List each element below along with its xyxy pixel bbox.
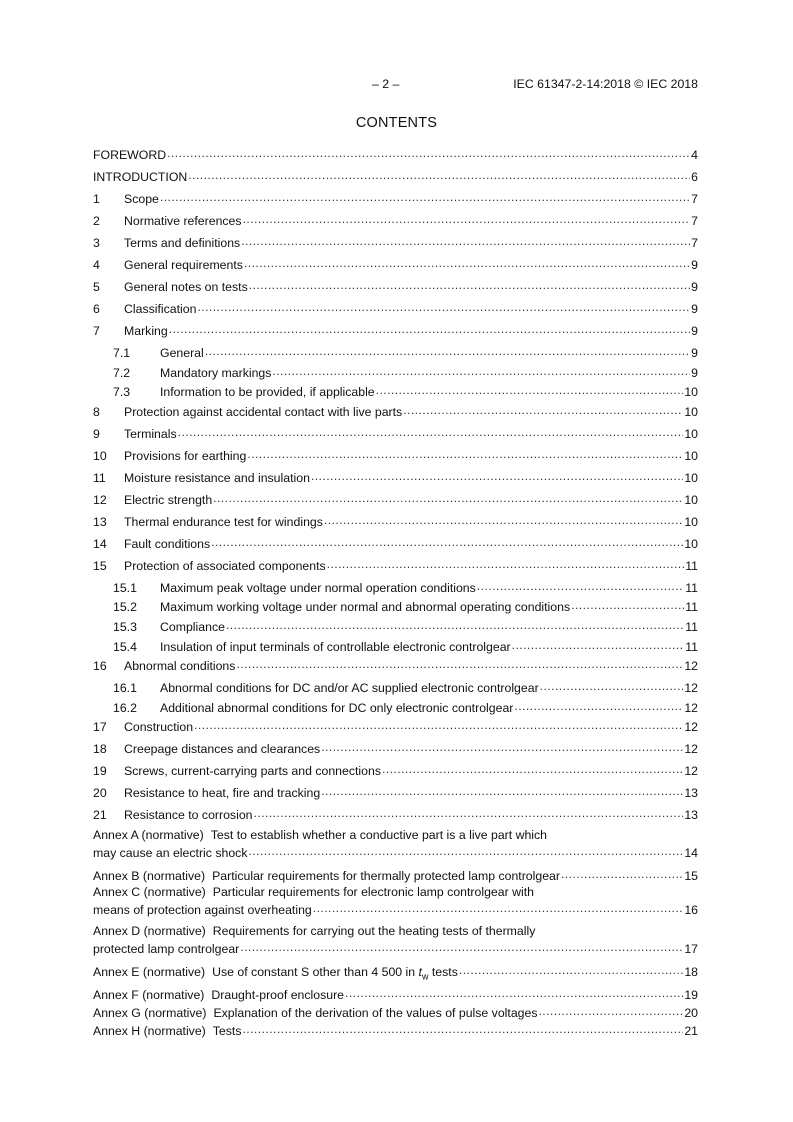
toc-entry-page: 15 — [684, 869, 698, 884]
toc-entry-title: Resistance to corrosion — [124, 808, 253, 823]
dot-leader — [194, 717, 683, 731]
toc-entry-number: 8 — [93, 404, 100, 419]
toc-entry-page: 7 — [691, 214, 698, 228]
toc-entry-page: 9 — [691, 346, 698, 360]
toc-entry[interactable] — [93, 761, 698, 783]
toc-annex-entry[interactable] — [93, 1003, 698, 1021]
annex-label: Annex B (normative) — [93, 869, 206, 884]
toc-entry-page: 12 — [684, 659, 698, 674]
toc-entry-page: 9 — [691, 365, 698, 380]
dot-leader — [244, 255, 690, 269]
toc-entry-page: 10 — [684, 470, 698, 485]
toc-entry[interactable] — [93, 783, 698, 805]
dot-leader — [540, 678, 684, 692]
toc-entry-number: 21 — [93, 808, 107, 823]
toc-entry-title: Normative references — [124, 214, 242, 228]
toc-entry[interactable] — [93, 211, 698, 233]
toc-entry-number: 7 — [93, 324, 100, 338]
annex-title: Draught-proof enclosure — [211, 987, 345, 1002]
annex-title-tail: tests — [431, 965, 458, 980]
toc-entry-number: 15.1 — [113, 580, 137, 595]
toc-entry-page: 16 — [684, 903, 698, 918]
dot-leader — [538, 1003, 683, 1017]
annex-title-line — [93, 827, 698, 843]
toc-entry[interactable] — [93, 363, 698, 383]
toc-entry-title: FOREWORD — [93, 148, 167, 162]
toc-entry-title: Thermal endurance test for windings — [124, 514, 323, 529]
dot-leader — [213, 490, 683, 504]
dot-leader — [226, 617, 684, 631]
toc-annex-entry[interactable] — [93, 985, 698, 1003]
toc-entry[interactable] — [93, 299, 698, 321]
toc-entry-number: 16.1 — [113, 681, 137, 696]
annex-title: Requirements for carrying out the heating tests of thermally — [212, 924, 536, 939]
annex-title-continuation — [93, 939, 698, 957]
annex-title-line — [93, 987, 344, 1003]
toc-entry[interactable] — [93, 382, 698, 402]
dot-leader — [313, 900, 684, 914]
toc-entry-title: INTRODUCTION — [93, 170, 188, 184]
toc-entry-page: 12 — [684, 681, 698, 696]
dot-leader — [243, 211, 691, 225]
toc-entry-title: Abnormal conditions for DC and/or AC supplied electronic controlgear — [160, 681, 539, 696]
toc-entry-title: Terminals — [124, 426, 177, 441]
toc-annex-entry[interactable] — [93, 923, 698, 957]
toc-entry[interactable] — [93, 678, 698, 698]
dot-leader — [272, 363, 690, 377]
annex-title: Tests — [212, 1023, 242, 1038]
toc-entry-page: 10 — [684, 448, 698, 463]
table-of-contents — [93, 145, 698, 1039]
dot-leader — [247, 446, 683, 460]
toc-entry[interactable] — [93, 698, 698, 718]
toc-entry-number: 16.2 — [113, 700, 137, 715]
annex-title-line — [93, 1005, 537, 1021]
toc-entry[interactable] — [93, 446, 698, 468]
dot-leader — [561, 866, 683, 880]
toc-entry-page: 10 — [684, 426, 698, 441]
dot-leader — [321, 783, 683, 797]
toc-entry[interactable] — [93, 739, 698, 761]
annex-title-line — [93, 964, 458, 984]
toc-entry-number: 7.3 — [113, 385, 131, 400]
toc-entry-page: 11 — [685, 558, 698, 573]
toc-entry-number: 17 — [93, 720, 107, 735]
dot-leader — [178, 424, 684, 438]
toc-entry-page: 7 — [691, 192, 698, 206]
toc-entry-page: 17 — [684, 942, 698, 957]
annex-label: Annex D (normative) — [93, 924, 206, 939]
toc-entry[interactable] — [93, 167, 698, 189]
toc-entry-number: 7.2 — [113, 365, 131, 380]
symbol-t: t — [418, 965, 422, 980]
toc-entry-page: 11 — [685, 639, 698, 654]
annex-title: Explanation of the derivation of the values of pulse voltages — [213, 1005, 538, 1020]
dot-leader — [327, 556, 685, 570]
annex-title: Particular requirements for thermally protected lamp controlgear — [212, 869, 560, 884]
dot-leader — [242, 1021, 683, 1035]
toc-entry-number: 6 — [93, 302, 100, 316]
toc-entry-page: 13 — [684, 786, 698, 801]
toc-entry[interactable] — [93, 490, 698, 512]
annex-title-continuation — [93, 900, 698, 918]
toc-entry-page: 10 — [684, 492, 698, 507]
toc-entry-page: 10 — [684, 536, 698, 551]
toc-entry-title: Information to be provided, if applicable — [160, 385, 375, 400]
dot-leader — [514, 698, 683, 712]
toc-annex-entry[interactable] — [93, 1021, 698, 1039]
dot-leader — [197, 299, 690, 313]
dot-leader — [571, 597, 684, 611]
toc-entry-title: General notes on tests — [124, 280, 248, 294]
toc-entry-page: 11 — [685, 600, 698, 615]
toc-entry-page: 10 — [684, 514, 698, 529]
toc-entry[interactable] — [93, 556, 698, 578]
toc-entry-page: 12 — [684, 742, 698, 757]
toc-annex-entry[interactable] — [93, 962, 698, 984]
page-number: – 2 – — [372, 77, 400, 91]
dot-leader — [236, 656, 683, 670]
toc-entry-title: Construction — [124, 720, 194, 735]
dot-leader — [512, 637, 685, 651]
toc-entry[interactable] — [93, 597, 698, 617]
dot-leader — [249, 277, 690, 291]
toc-entry-number: 15.4 — [113, 639, 137, 654]
annex-label: Annex G (normative) — [93, 1005, 207, 1020]
page-header — [0, 77, 793, 93]
dot-leader — [324, 512, 683, 526]
toc-entry[interactable] — [93, 578, 698, 598]
toc-entry-page: 10 — [684, 385, 698, 400]
toc-entry[interactable] — [93, 343, 698, 363]
toc-entry-title: Fault conditions — [124, 536, 211, 551]
toc-entry-title: Insulation of input terminals of controllable electronic controlgear — [160, 639, 511, 654]
toc-entry-title: Resistance to heat, fire and tracking — [124, 786, 321, 801]
toc-entry-title: Compliance — [160, 619, 225, 634]
toc-entry-number: 1 — [93, 192, 100, 206]
annex-title: Test to establish whether a conductive part is a live part which — [210, 828, 548, 843]
toc-entry-page: 11 — [685, 580, 698, 595]
dot-leader — [376, 382, 684, 396]
toc-entry-page: 13 — [684, 808, 698, 823]
dot-leader — [241, 233, 690, 247]
annex-title-line — [93, 884, 698, 900]
annex-title: means of protection against overheating — [93, 903, 312, 918]
toc-entry[interactable] — [93, 255, 698, 277]
toc-entry-page: 19 — [684, 987, 698, 1002]
toc-entry[interactable] — [93, 534, 698, 556]
dot-leader — [477, 578, 684, 592]
toc-entry-title: Moisture resistance and insulation — [124, 470, 310, 485]
toc-annex-entry[interactable] — [93, 827, 698, 861]
toc-entry[interactable] — [93, 189, 698, 211]
toc-entry-page: 11 — [685, 619, 698, 634]
toc-entry-title: Mandatory markings — [160, 365, 272, 380]
dot-leader — [205, 343, 690, 357]
toc-entry-title: Creepage distances and clearances — [124, 742, 321, 757]
dot-leader — [459, 962, 683, 976]
annex-title-line — [93, 923, 698, 939]
toc-entry-number: 20 — [93, 786, 107, 801]
toc-annex-entry[interactable] — [93, 884, 698, 918]
contents-title: CONTENTS — [355, 115, 438, 131]
dot-leader — [311, 468, 683, 482]
toc-entry-number: 7.1 — [113, 346, 131, 360]
dot-leader — [160, 189, 690, 203]
toc-entry[interactable] — [93, 321, 698, 343]
toc-entry-title: Abnormal conditions — [124, 659, 236, 674]
toc-entry-number: 19 — [93, 764, 107, 779]
toc-entry[interactable] — [93, 424, 698, 446]
toc-entry[interactable] — [93, 637, 698, 657]
toc-entry-page: 9 — [691, 324, 698, 338]
toc-entry-number: 5 — [93, 280, 100, 294]
toc-entry-title: Maximum peak voltage under normal operation conditions — [160, 580, 476, 595]
toc-entry-page: 18 — [684, 965, 698, 980]
toc-entry[interactable] — [93, 233, 698, 255]
annex-label: Annex H (normative) — [93, 1023, 206, 1038]
toc-entry-number: 11 — [93, 470, 106, 485]
toc-entry-page: 7 — [691, 236, 698, 250]
annex-title-line — [93, 1023, 241, 1039]
dot-leader — [188, 167, 690, 181]
toc-entry-number: 15.3 — [113, 619, 137, 634]
toc-entry-page: 10 — [684, 404, 698, 419]
toc-entry[interactable] — [93, 145, 698, 167]
symbol-tw — [418, 965, 429, 982]
dot-leader — [167, 145, 690, 159]
toc-entry-number: 10 — [93, 448, 107, 463]
annex-title: Use of constant S other than 4 500 in — [212, 965, 416, 980]
toc-entry-title: General — [160, 346, 204, 360]
toc-entry-page: 20 — [684, 1005, 698, 1020]
dot-leader — [382, 761, 683, 775]
annex-title-line — [93, 868, 560, 884]
annex-label: Annex E (normative) — [93, 965, 206, 980]
annex-title-continuation — [93, 843, 698, 861]
toc-entry-page: 9 — [691, 280, 698, 294]
toc-entry-number: 4 — [93, 258, 100, 272]
toc-entry-title: Screws, current-carrying parts and connections — [124, 764, 381, 779]
toc-annex-entry[interactable] — [93, 866, 698, 884]
toc-entry[interactable] — [93, 717, 698, 739]
toc-entry-number: 3 — [93, 236, 100, 250]
annex-title: may cause an electric shock — [93, 846, 248, 861]
dot-leader — [254, 805, 684, 819]
toc-entry[interactable] — [93, 656, 698, 678]
toc-entry-page: 9 — [691, 302, 698, 316]
toc-entry-title: General requirements — [124, 258, 243, 272]
toc-entry[interactable] — [93, 512, 698, 534]
dot-leader — [345, 985, 683, 999]
toc-entry-title: Protection against accidental contact with live parts — [124, 404, 403, 419]
toc-entry-title: Maximum working voltage under normal and abnormal operating conditions — [160, 600, 571, 615]
toc-entry-number: 2 — [93, 214, 100, 228]
toc-entry-number: 14 — [93, 536, 107, 551]
toc-entry-page: 9 — [691, 258, 698, 272]
toc-entry-page: 21 — [684, 1023, 698, 1038]
annex-title: protected lamp controlgear — [93, 942, 240, 957]
toc-entry-title: Marking — [124, 324, 168, 338]
toc-entry-title: Scope — [124, 192, 159, 206]
dot-leader — [169, 321, 690, 335]
dot-leader — [321, 739, 683, 753]
toc-entry-page: 14 — [684, 846, 698, 861]
toc-entry-page: 4 — [691, 148, 698, 162]
toc-entry-number: 15.2 — [113, 600, 137, 615]
toc-entry-page: 12 — [684, 764, 698, 779]
toc-entry[interactable] — [93, 277, 698, 299]
toc-entry-title: Classification — [124, 302, 197, 316]
annex-label: Annex A (normative) — [93, 828, 204, 843]
annex-label: Annex F (normative) — [93, 987, 205, 1002]
dot-leader — [403, 402, 683, 416]
toc-entry[interactable] — [93, 468, 698, 490]
toc-entry[interactable] — [93, 402, 698, 424]
standard-reference: IEC 61347-2-14:2018 © IEC 2018 — [513, 77, 698, 91]
toc-entry-number: 18 — [93, 742, 107, 757]
toc-entry-title: Additional abnormal conditions for DC only electronic controlgear — [160, 700, 514, 715]
toc-entry-number: 16 — [93, 659, 107, 674]
dot-leader — [248, 843, 683, 857]
toc-entry-page: 12 — [684, 720, 698, 735]
toc-entry-page: 6 — [691, 170, 698, 184]
toc-entry-number: 9 — [93, 426, 100, 441]
toc-entry-number: 12 — [93, 492, 107, 507]
toc-entry-title: Terms and definitions — [124, 236, 241, 250]
symbol-subscript: w — [421, 971, 429, 982]
toc-entry-number: 15 — [93, 558, 107, 573]
dot-leader — [240, 939, 683, 953]
toc-entry-page: 12 — [684, 700, 698, 715]
toc-entry-number: 13 — [93, 514, 107, 529]
annex-title: Particular requirements for electronic lamp controlgear with — [212, 885, 534, 900]
toc-entry[interactable] — [93, 805, 698, 827]
toc-entry-title: Protection of associated components — [124, 558, 326, 573]
dot-leader — [211, 534, 683, 548]
toc-entry[interactable] — [93, 617, 698, 637]
toc-entry-title: Provisions for earthing — [124, 448, 247, 463]
toc-entry-title: Electric strength — [124, 492, 213, 507]
annex-label: Annex C (normative) — [93, 885, 206, 900]
